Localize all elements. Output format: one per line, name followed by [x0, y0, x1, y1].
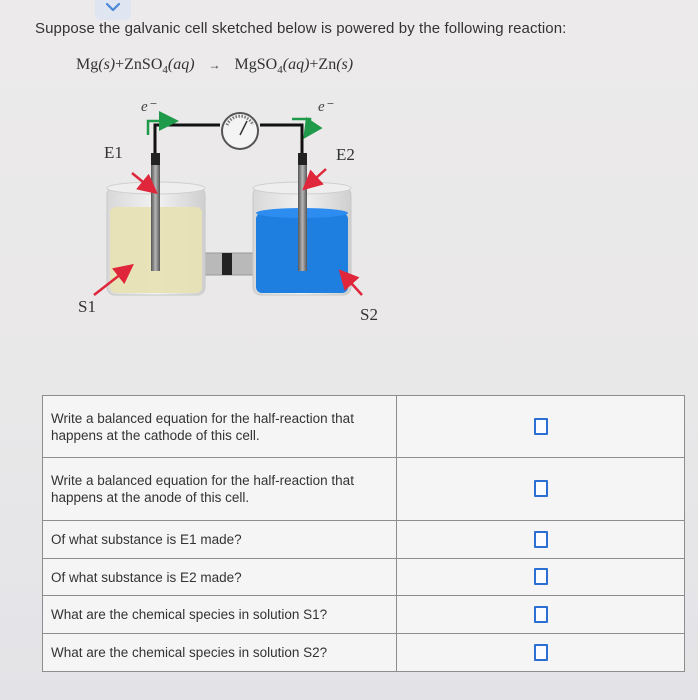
table-row	[43, 396, 685, 458]
collapse-toggle[interactable]	[95, 0, 131, 20]
question-table	[42, 395, 685, 672]
solution-label-s1: S1	[78, 297, 96, 316]
electrode-label-e2: E2	[336, 145, 355, 164]
electron-label-right: e⁻	[318, 99, 333, 115]
solution-label-s2: S2	[360, 305, 378, 324]
answer-input-s1[interactable]	[534, 606, 548, 623]
answer-cell	[397, 596, 685, 634]
question-s2-species: What are the chemical species in solution S2?	[43, 634, 397, 672]
chevron-down-icon	[105, 2, 121, 12]
cell-drawing	[60, 95, 400, 335]
reaction-equation: Mg(s)+ZnSO$_4$(aq) → MgSO$_4$(aq)+Zn(s)	[76, 56, 354, 77]
question-e1-substance: Of what substance is E1 made?	[43, 520, 397, 558]
answer-input-anode[interactable]	[534, 480, 548, 497]
question-e2-substance: Of what substance is E2 made?	[43, 558, 397, 596]
electrode-label-e1: E1	[104, 143, 123, 162]
answer-input-e2[interactable]	[534, 568, 548, 585]
question-s1-species: What are the chemical species in solution S1?	[43, 596, 397, 634]
voltmeter-icon	[222, 113, 258, 149]
table-row	[43, 596, 685, 634]
electron-label-left: e⁻	[141, 99, 156, 115]
question-cathode-half-reaction: Write a balanced equation for the half-reaction that happens at the cathode of this cell.	[43, 396, 397, 458]
question-prompt: Suppose the galvanic cell sketched below is powered by the following reaction:	[35, 20, 567, 37]
answer-input-s2[interactable]	[534, 644, 548, 661]
answer-cell	[397, 520, 685, 558]
table-row	[43, 520, 685, 558]
galvanic-cell-diagram	[60, 95, 400, 335]
answer-input-cathode[interactable]	[534, 418, 548, 435]
table-row	[43, 558, 685, 596]
answer-cell	[397, 634, 685, 672]
answer-input-e1[interactable]	[534, 531, 548, 548]
table-row	[43, 634, 685, 672]
answer-cell	[397, 458, 685, 520]
reaction-arrow: →	[208, 58, 221, 72]
table-row	[43, 458, 685, 520]
answer-cell	[397, 396, 685, 458]
question-anode-half-reaction: Write a balanced equation for the half-reaction that happens at the anode of this cell.	[43, 458, 397, 520]
answer-cell	[397, 558, 685, 596]
